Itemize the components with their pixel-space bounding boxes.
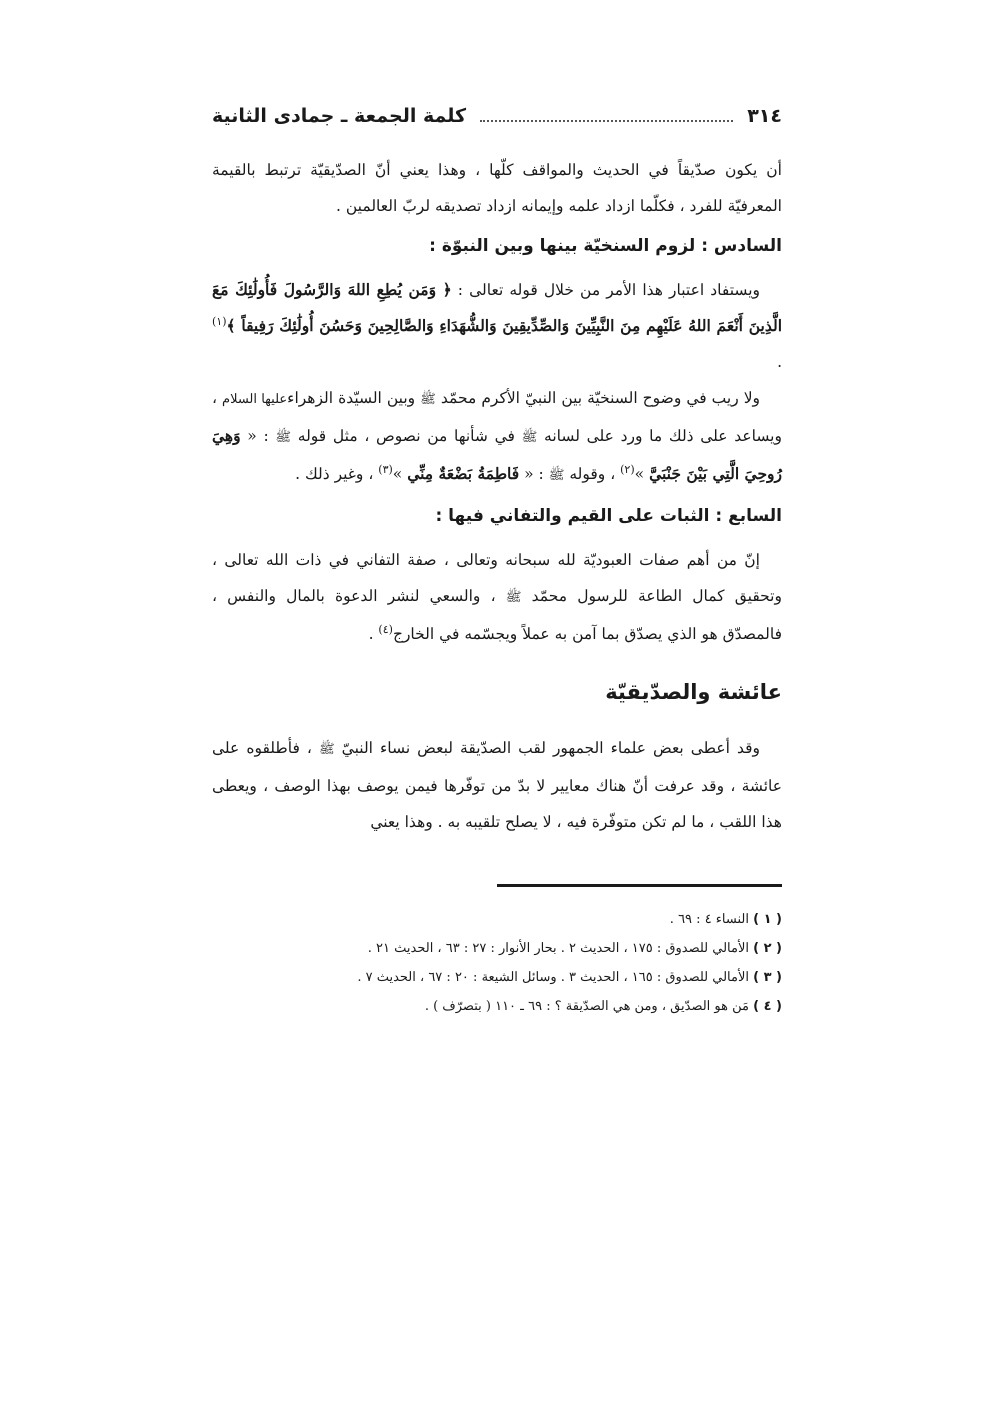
paragraph: ويستفاد اعتبار هذا الأمر من خلال قوله تعالى : ﴿ وَمَن يُطِعِ اللهَ وَالرَّسُولَ فَأُولَٰئِكَ مَعَ الَّذِينَ أَنْعَمَ اللهُ عَلَيْهِم مِنَ النَّبِيِّينَ وَالصِّدِّيقِينَ وَالشُّهَدَاءِ وَالصَّالِحِينَ وَحَسُنَ أُولَٰئِكَ رَفِيقاً ﴾$^{(١)}$ . xyxy=(212,280,782,371)
heading-seventh: السابع : الثبات على القيم والتفاني فيها : xyxy=(435,506,782,526)
footnote: ( ١ ) النساء ٤ : ٦٩ . xyxy=(669,912,782,927)
footnote: ( ٤ ) مَن هو الصدّيق ، ومن هي الصدّيقة ؟ : ٦٩ ـ ١١٠ ( بتصرّف ) . xyxy=(424,999,782,1014)
quran-verse: ﴿ وَمَن يُطِعِ اللهَ وَالرَّسُولَ فَأُولَٰئِكَ مَعَ الَّذِينَ أَنْعَمَ اللهُ عَلَيْهِم مِنَ النَّبِيِّينَ وَالصِّدِّيقِينَ وَالشُّهَدَاءِ وَالصَّالِحِينَ وَحَسُنَ أُولَٰئِكَ رَفِيقاً ﴾ xyxy=(212,280,782,335)
main-text xyxy=(212,152,782,840)
hadith-quote: فَاطِمَةُ بَضْعَةٌ مِنِّي xyxy=(407,464,520,483)
footnote-ref[interactable]: (١) xyxy=(212,314,227,328)
paragraph: إنّ من أهم صفات العبوديّة لله سبحانه وتعالى ، صفة التفاني في ذات الله تعالى ، وتحقيق كمال الطاعة للرسول محمّد ﷺ ، والسعي لنشر الدعوة بالمال والنفس ، فالمصدّق هو الذي يصدّق بما آمن به عملاً ويجسّمه في الخارج$^{(٤)}$ . xyxy=(212,551,782,643)
paragraph: أن يكون صدّيقاً في الحديث والمواقف كلّها ، وهذا يعني أنّ الصدّيقيّة ترتبط بالقيمة المعرفيّة للفرد ، فكلّما ازداد علمه وإيمانه ازداد تصديقه لربّ العالمين . xyxy=(212,161,782,215)
salawat-glyph: ﷺ xyxy=(548,468,565,483)
salawat-glyph: ﷺ xyxy=(275,430,292,445)
header-title: كلمة الجمعة ـ جمادى الثانية xyxy=(212,105,467,127)
header-leader-dots xyxy=(480,119,733,122)
footnote-ref[interactable]: (٤) xyxy=(378,622,393,636)
footnote-ref[interactable]: (٢) xyxy=(620,462,635,476)
salawat-glyph: ﷺ xyxy=(505,590,522,605)
salawat-glyph: ﷺ xyxy=(521,430,538,445)
footnote-ref[interactable]: (٣) xyxy=(378,462,393,476)
footnotes xyxy=(212,905,782,1021)
footnote: ( ٢ ) الأمالي للصدوق : ١٧٥ ، الحديث ٢ . بحار الأنوار : ٢٧ : ٦٣ ، الحديث ٢١ . xyxy=(367,941,782,956)
footnote-divider xyxy=(497,884,782,887)
hadith-quote: وَهِيَ رُوحِيَ الَّتِي بَيْنَ جَنْبَيَّ xyxy=(212,426,782,483)
paragraph: وقد أعطى بعض علماء الجمهور لقب الصدّيقة لبعض نساء النبيّ ﷺ ، فأطلقوه على عائشة ، وقد عرفت أنّ هناك معايير لا بدّ من توفّرها فيمن يوصف بهذا الوصف ، ويعطى هذا اللقب ، ما لم تكن متوفّرة فيه ، لا يصلح تلقيبه به . وهذا يعني xyxy=(212,739,782,831)
salawat-glyph: ﷺ xyxy=(420,392,436,407)
heading-sixth: السادس : لزوم السنخيّة بينها وبين النبوّة : xyxy=(429,236,782,256)
footnote: ( ٣ ) الأمالي للصدوق : ١٦٥ ، الحديث ٣ . وسائل الشيعة : ٢٠ : ٦٧ ، الحديث ٧ . xyxy=(357,970,782,985)
running-header xyxy=(212,96,782,136)
alayha-glyph: عليها السلام xyxy=(222,392,288,407)
section-title: عائشة والصدّيقيّة xyxy=(605,680,782,704)
page-number: ٣١٤ xyxy=(747,105,782,127)
paragraph: ولا ريب في وضوح السنخيّة بين النبيّ الأكرم محمّد ﷺ وبين السيّدة الزهراءعليها السلام ، ويساعد على ذلك ما ورد على لسانه ﷺ في شأنها من نصوص ، مثل قوله ﷺ : « وَهِيَ رُوحِيَ الَّتِي بَيْنَ جَنْبَيَّ »$^{(٢)}$ ، وقوله ﷺ : « فَاطِمَةُ بَضْعَةٌ مِنِّي »$^{(٣)}$ ، وغير ذلك . xyxy=(212,389,782,483)
salawat-glyph: ﷺ xyxy=(318,742,335,757)
